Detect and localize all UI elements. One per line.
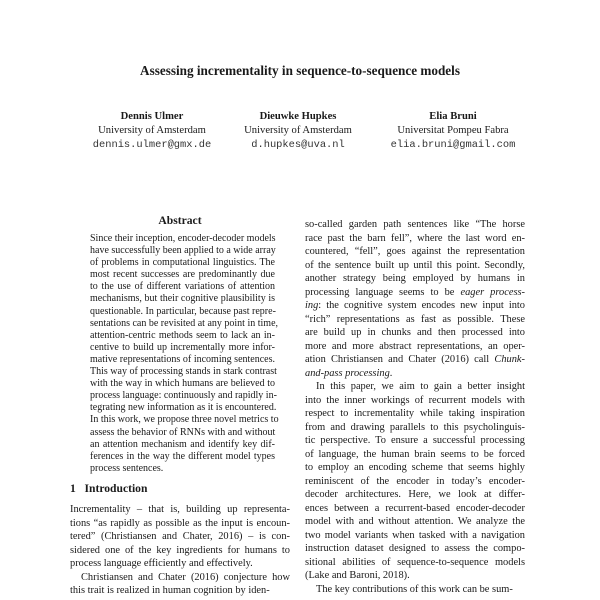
text-line: sitional abilities of sequence-to-sequence models	[305, 556, 525, 568]
paper-title: Assessing incrementality in sequence-to-sequence models	[140, 63, 460, 78]
text-line: reminiscent of the encoder in today’s encoder-	[305, 475, 525, 487]
text-line: countered, “fell”, goes against the representation	[305, 246, 525, 257]
text-line: and-pass processing.	[305, 367, 393, 379]
text-line: process language: continuously and rapidly in-	[90, 390, 277, 402]
text-line: (Lake and Baroni, 2018).	[305, 570, 410, 581]
text-line: Incrementality – that is, building up representa-	[70, 504, 290, 515]
text-line: tions “as rapidly as possible as the input is encoun-	[70, 517, 290, 529]
text-line: centive to build up incrementally more infor-	[90, 341, 275, 353]
text-line: processing language seems to be eager process-	[305, 286, 525, 298]
text-line: another strategy being employed by humans in	[305, 273, 525, 284]
author-affiliation: University of Amsterdam	[244, 125, 352, 136]
text-line: are build up in chunks and then processed into	[305, 327, 525, 338]
text-line: ation Christiansen and Chater (2016) call Chunk-	[305, 354, 525, 365]
text-line: into the inner workings of recurrent models with	[305, 394, 525, 406]
text-line: model with and without attention. We analyze the	[305, 516, 525, 527]
text-line: more and more abstract representations, an oper-	[305, 340, 525, 352]
text-line: tic perspective. To ensure a successful processing	[305, 435, 525, 446]
text-line: two model variants when tasked with a navigation	[305, 529, 525, 541]
abstract-body	[90, 233, 279, 475]
text-line: an attention mechanism and identify key dif-	[90, 438, 275, 450]
text-line: ferences in the way the different model types	[90, 450, 275, 462]
author-email: elia.bruni@gmail.com	[390, 139, 516, 151]
text-line: sidered one of the key ingredients for humans to	[70, 544, 290, 556]
text-line: from and drawing parallels to this psycholinguis-	[305, 421, 525, 433]
text-line: have successfully been applied to a wide array	[90, 245, 276, 257]
text-line: This way of processing stands in stark contrast	[90, 366, 277, 378]
text-line: assess the behavior of RNNs with and without	[90, 426, 276, 438]
text-line: of language, the human brain seems to be forced	[305, 448, 525, 460]
text-line: this trait is realized in human cognition by iden-	[70, 585, 270, 596]
text-line: with the way in which humans are believed to	[90, 378, 275, 390]
introduction-right-column	[305, 218, 525, 596]
section-heading-introduction: 1 Introduction	[70, 482, 148, 495]
author-block	[363, 110, 543, 152]
text-line: mechanisms, but their cognitive plausibility is	[90, 293, 275, 305]
author-email: dennis.ulmer@gmx.de	[92, 139, 212, 151]
text-line: to employ an encoding scheme that seems highly	[305, 462, 525, 473]
text-line: most recent successes are predominantly due	[90, 269, 275, 281]
author-name: Elia Bruni	[429, 111, 477, 122]
text-line: to the use of different variations of attention	[90, 281, 275, 293]
text-line: tegrating new information as it is encountered.	[90, 402, 277, 414]
author-name: Dieuwke Hupkes	[259, 111, 337, 122]
text-line: Christiansen and Chater (2016) conjecture how	[81, 571, 290, 583]
text-line: so-called garden path sentences like “The horse	[305, 219, 525, 230]
text-line: process language efficiently and effectively.	[70, 558, 253, 569]
text-line: of problems in computational linguistics. The	[90, 257, 275, 269]
text-line: decoder architectures. Here, we look at differ-	[305, 489, 525, 500]
text-line: respect to incrementality while taking inspiration	[305, 408, 525, 419]
author-name: Dennis Ulmer	[120, 111, 184, 122]
author-affiliation: Universitat Pompeu Fabra	[397, 125, 509, 136]
author-block	[208, 110, 388, 152]
text-line: In this work, we propose three novel metrics to	[90, 414, 279, 426]
text-line: race past the barn fell”, where the last word en-	[305, 232, 525, 244]
text-line: In this paper, we aim to gain a better insight	[316, 381, 525, 392]
text-line: Since their inception, encoder-decoder models	[90, 233, 276, 244]
text-line: ing: the cognitive system encodes new input into	[305, 300, 525, 311]
text-line: process sentences.	[90, 462, 164, 474]
text-line: “rich” representations as fast as possible. These	[305, 313, 525, 325]
text-line: sentations can be revisited at any point in time,	[90, 317, 279, 329]
author-affiliation: University of Amsterdam	[98, 125, 206, 136]
text-line: attention-centric methods seem to lack an in-	[90, 329, 275, 341]
text-line: instruction dataset designed to assess the compo-	[305, 543, 525, 554]
author-email: d.hupkes@uva.nl	[251, 139, 345, 151]
text-line: questionable. In particular, because past repre-	[90, 305, 276, 317]
text-line: of the sentence built up until this point. Secondly,	[305, 259, 525, 271]
text-line: The key contributions of this work can be sum-	[316, 583, 513, 595]
text-line: ences between a recurrent-based encoder-decoder	[305, 502, 525, 514]
abstract-heading: Abstract	[158, 214, 202, 227]
text-line: tered” (Christiansen and Chater, 2016) – is con-	[70, 531, 290, 542]
introduction-left-column	[70, 503, 290, 598]
text-line: mative representations of incoming sentences.	[90, 353, 275, 365]
